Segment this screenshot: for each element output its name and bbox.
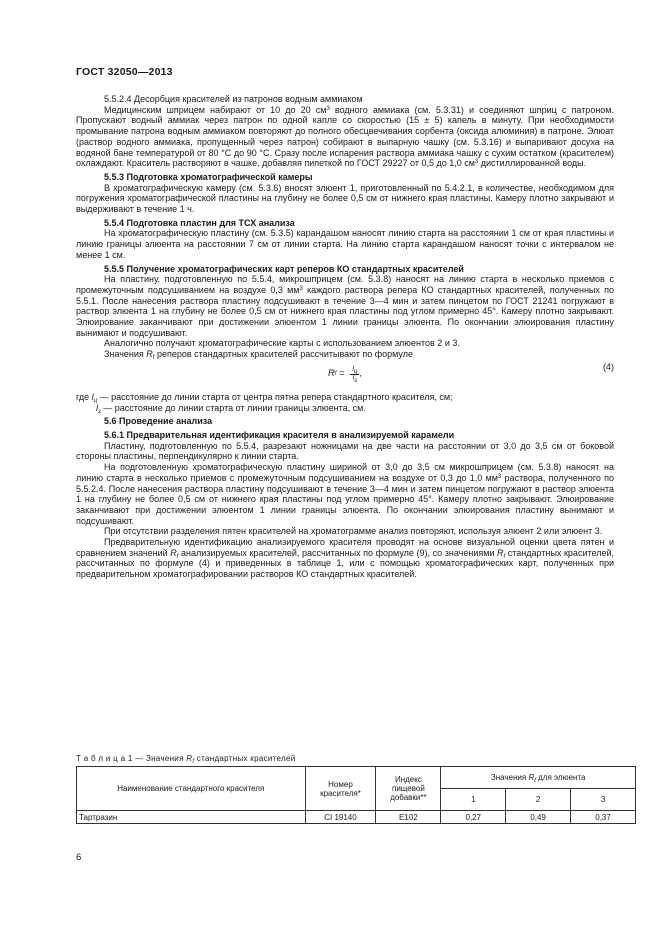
section-5-5-2-4-text: Медицинским шприцем набирают от 10 до 20 $см^3$ водного аммиака (см. 5.3.31) и соединяют шприц с патроном. Пропускают водный аммиак через патрон по одной капле со скоростью (15 ± 5) капель в минуту. При необходимости промывание патрона водным аммиаком повторяют до полного обесцвечивания сорбента (оксида алюминия) в патроне. Элюат (раствор водного аммиака, пропущенный через патрон) собирают в выпарную чашку (см. 5.3.16) и выпаривают досуха на водяной бане температурой от 80 °С до 90 °С. Сразу после испарения раствора аммиака чашку с сухим остатком (красителем) охлаждают. Краситель растворяют в чашке, добавляя пипеткой по ГОСТ 29227 от 0,5 до 1,0 $см^3$ дистиллированной воды. [76, 104, 614, 169]
section-5-6-1-text-1: Пластину, подготовленную по 5.5.4, разрезают ножницами на две части на расстоянии от 3,0 до 3,5 см от боковой стороны пластины, перпендикулярно к линии старта. [76, 440, 614, 462]
section-5-5-3-text: В хроматографическую камеру (см. 5.3.6) вносят элюент 1, приготовленный по 5.4.2.1, в количестве, необходимом для погружения хроматографической пластины на глубину не более 0,5 см от нижнего края пластины. Камеру плотно закрывают и выдерживают в течение 1 ч. [76, 182, 614, 215]
section-5-5-5-text-3: Значения $R_f$ реперов стандартных красителей рассчитывают по формуле [104, 349, 413, 362]
col-header-values: Значения $R_f$ для элюента [441, 767, 636, 789]
cell-name: Тартразин [77, 811, 306, 824]
col-header-name: Наименование стандартного красителя [77, 767, 306, 811]
col-header-number: Номер красителя* [305, 767, 376, 811]
section-5-6-heading: 5.6 Проведение анализа [104, 416, 213, 427]
table-1-caption: Т а б л и ц а 1 — Значения $R_f$ стандартных красителей [76, 754, 296, 765]
page-number: 6 [76, 852, 82, 863]
cell-index: E102 [376, 811, 441, 824]
section-5-5-3-heading: 5.5.3 Подготовка хроматографической камеры [104, 171, 313, 182]
section-5-6-1-heading: 5.6.1 Предварительная идентификация красителя в анализируемой карамели [104, 429, 455, 440]
cell-value-2: 0,49 [506, 811, 571, 824]
formula-4 [76, 362, 614, 390]
section-5-5-5-text: На пластину, подготовленную по 5.5.4, микрошприцем (см. 5.3.8) наносят на линию старта в несколько приемов с промежуточным подсушиванием на воздухе 0,3 $мм^3$ каждого раствора репера КО стандартных красителей, полученных по 5.5.1. После нанесения раствора пластину подсушивают в течение 3—4 мин и затем пинцетом по ГОСТ 21241 погружают в раствор элюента 1 на глубину не более 0,5 см от нижнего края пластины под углом примерно 45°. Камеру плотно закрывают. Элюирование заканчивают при достижении элюентом 1 линии границы элюента. По окончании элюирования пластину вынимают и подсушивают. [76, 274, 614, 338]
section-5-6-1-text-2: На подготовленную хроматографическую пластину шириной от 3,0 до 3,5 см микрошприцем (см. 5.3.8) наносят на линию старта в несколько приемов с промежуточным подсушиванием на воздухе от 0,3 до 1,0 $мм^3$ раствора, полученного по 5.5.2.4. После нанесения раствора пластину подсушивают в течение 3—4 мин и затем пинцетом погружают в раствор элюента 1 на глубину не более 0,5 см от нижнего края пластины под углом примерно 45°. Камеру плотно закрывают. Элюирование заканчивают при достижении элюентом 1 линии границы элюента. По окончании элюирования пластину вынимают и подсушивают. [76, 462, 614, 526]
section-5-5-2-4-heading: 5.5.2.4 Десорбция красителей из патронов водным аммиаком [104, 94, 363, 104]
section-5-5-5-text-2: Аналогично получают хроматографические карты с использованием элюентов 2 и 3. [104, 338, 460, 349]
section-5-5-4-text: На хроматографическую пластину (см. 5.3.5) карандашом наносят линию старта на расстоянии 1 см от края пластины и линию границы элюента на расстоянии 7 см от линии старта. На линию старта карандашом наносят точки с интервалом не менее 1 см. [76, 228, 614, 260]
page-header: ГОСТ 32050—2013 [76, 66, 173, 78]
cell-number: CI 19140 [305, 811, 376, 824]
formula-number: (4) [603, 361, 614, 372]
body-text [76, 94, 614, 580]
section-5-5-4-heading: 5.5.4 Подготовка пластин для ТСХ анализа [104, 217, 295, 228]
section-5-6-1-text-3: При отсутствии разделения пятен красителей на хроматограмме анализ повторяют, используя элюент 2 или элюент 3. [104, 526, 603, 537]
cell-value-1: 0,27 [441, 811, 506, 824]
definition-lc: где $l_ц$ — расстояние до линии старта от центра пятна репера стандартного красителя, см; [76, 391, 453, 404]
table-row [77, 811, 636, 824]
section-5-5-5-heading: 5.5.5 Получение хроматографических карт реперов КО стандартных красителей [104, 263, 464, 274]
formula-expression: R f = $\frac{l_ц}{l_з}$ , [328, 365, 363, 384]
definition-lz: $l_з$ — расстояние до линии старта от линии границы элюента, см. [96, 402, 366, 415]
col-header-eluent-1: 1 [441, 789, 506, 811]
col-header-eluent-2: 2 [506, 789, 571, 811]
table-1 [76, 766, 636, 824]
section-5-6-1-text-4: Предварительную идентификацию анализируемого красителя проводят на основе визуальной оценки цвета пятен и сравнением значений $R_f$ анализируемых красителей, рассчитанных по формуле (9), со значениями $R_f$ стандартных красителей, рассчитанных по формуле (4) и приведенных в таблице 1, или с помощью хроматографических карт, полученных при предварительном хроматографировании растворов КО стандартных красителей. [76, 537, 614, 580]
col-header-eluent-3: 3 [571, 789, 636, 811]
formula-fraction: $\frac{l_ц}{l_з}$ [352, 365, 358, 384]
formula-definitions [76, 392, 614, 413]
cell-value-3: 0,37 [571, 811, 636, 824]
col-header-index: Индекс пищевой добавки** [376, 767, 441, 811]
